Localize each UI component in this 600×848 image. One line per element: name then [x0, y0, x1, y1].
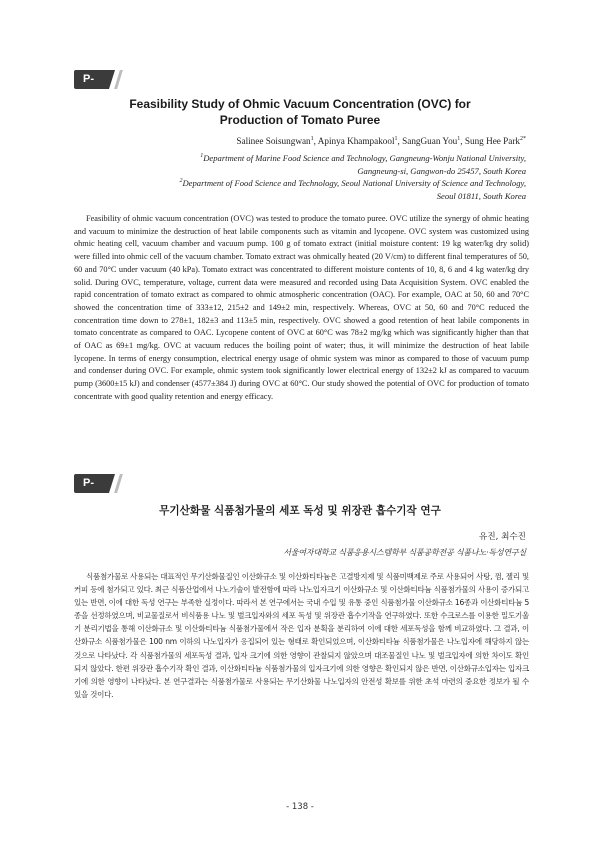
abstract-paragraph: Feasibility of ohmic vacuum concentration (OVC) was tested to produce the tomato puree. OVC utilize the synergy of ohmic heating and vacuum to minimize the destruction of heat labile components such as vitamin and lycopene. OVC system was customized using ohmic heating cell, vacuum chamber and vacuum pump. 100 g of tomato extract (initial moisture content: 19 kg water/kg dry solid) were filled into ohmic cell of the vacuum chamber. Tomato extract was ohmically heated (20 V/cm) to different final temperatures of 50, 60 and 70°C under vacuum (40 kPa). Tomato extract was concentrated to different moisture contents of 10, 8, 6 and 4 kg water/kg dry solid. During OVC, temperature, voltage, current data were measured and recorded using Data Acquisition System. OVC enabled the rapid concentration of tomato extract as compared to ohmic atmospheric concentration (OAC). For example, OAC at 50, 60 and 70°C showed the concentration time of 333±12, 215±2 and 149±2 min, respectively. Whereas, OVC at 50, 60 and 70°C reduced the concentration time down to 278±1, 182±3 and 113±5 min, respectively. OVC showed a good retention of heat labile components in tomato concentrate as compared to OAC. Lycopene content of OVC at 60°C was 78±2 mg/kg which was significantly higher than that of OAC as 69±1 mg/kg. OVC at vacuum reduces the boiling point of water; thus, it will minimize the destruction of heat labile lycopene. In terms of energy consumption, electrical energy usage of ohmic system was minor as compared to those of vacuum pump and condenser during OVC. For example, ohmic system took significantly lower electrical energy of 132±2 kJ as compared to vacuum pump (3600±15 kJ) and condenser (4577±384 J) during OVC at 60°C. Our study showed the potential of OVC for production of tomato concentrate with good quality retention and energy efficacy. — [74, 214, 529, 401]
author-affiliation-mark: 2* — [520, 135, 526, 142]
affiliation-text: 서울여자대학교 식품응용시스템학부 식품공학전공 식품나노·독성연구실 — [283, 548, 526, 557]
author-name: SangGuan You — [402, 136, 458, 146]
author-list — [236, 136, 526, 146]
badge-stripe — [114, 474, 123, 493]
affiliation-text: Department of Marine Food Science and Technology, Gangneung-Wonju National University, — [203, 153, 526, 163]
paper-title-line-2: Production of Tomato Puree — [219, 113, 381, 127]
author-name: Apinya Khampakool — [317, 136, 395, 146]
author-affiliation-mark: 1 — [457, 135, 461, 142]
abstract-paragraph: 식품첨가물로 사용되는 대표적인 무기산화물질인 이산화규소 및 이산화티타늄은 고결방지제 및 식품미백제로 주로 사용되어 사탕, 껌, 젤리 및 커피 등에 첨가되고 있다. 최근 식품산업에서 나노기술이 발전함에 따라 나노입자크기 이산화규소 및 이산화티타늄 식품첨가물의 사용이 증가되고 있는 반면, 이에 대한 독성 연구는 부족한 실정이다. 따라서 본 연구에서는 국내 수입 및 유통 중인 식품첨가물 이산화규소 16종과 이산화티타늄 5종을 선정하였으며, 비교물질로서 비식품용 나노 및 벌크입자와의 세포 독성 및 위장관 흡수기작을 연구하였다. 또한 수크로스를 이용한 밀도기울기 분리기법을 통해 이산화규소 및 이산화티타늄 식품첨가물에서 작은 입자 분획을 분리하여 이에 대한 세포독성을 함께 비교하였다. 그 결과, 이산화규소 식품첨가물은 100 nm 이하의 나노입자가 응집되어 있는 형태로 확인되었으며, 이산화티타늄 식품첨가물은 나노입자에 해당하지 않는 것으로 나타났다. 각 식품첨가물의 세포독성 결과, 입자 크기에 의한 영향이 관찰되지 않았으며 대조물질인 나노 및 벌크입자에 의한 차이도 확인되지 않았다. 한편 위장관 흡수기작 확인 결과, 이산화티타늄 식품첨가물의 입자크기에 의한 영향은 확인되지 않은 반면, 이산화규소입자는 입자크기에 의한 영향이 나타났다. 본 연구결과는 식품첨가물로 사용되는 무기산화물 나노입자의 안전성 확보를 위한 초석 마련의 중요한 정보가 될 수 있을 것이다. — [74, 572, 529, 699]
affiliation-mark: 2 — [179, 178, 183, 185]
affiliation-line: Gangneung-si, Gangwon-do 25457, South Korea — [357, 165, 526, 176]
paper-title-line-1: Feasibility Study of Ohmic Vacuum Concentration (OVC) for — [129, 97, 471, 111]
author-separator: , — [313, 136, 318, 146]
paper-badge — [74, 70, 120, 104]
page-number: - 138 - — [286, 802, 314, 812]
author-name: Sung Hee Park — [464, 136, 520, 146]
author-separator: , — [460, 136, 465, 146]
author-list: 유진, 최수진 — [479, 532, 526, 542]
badge-label: P-16 — [74, 474, 109, 493]
author-affiliation-mark: 1 — [310, 135, 314, 142]
paper-title: 무기산화물 식품첨가물의 세포 독성 및 위장관 흡수기작 연구 — [159, 505, 441, 517]
paper-badge — [74, 474, 120, 508]
badge-stripe — [114, 70, 123, 89]
badge-label: P-15 — [74, 70, 109, 89]
author-affiliation-mark: 1 — [394, 135, 398, 142]
author-separator: , — [397, 136, 403, 146]
affiliation-text: Department of Food Science and Technology, Seoul National University of Science and Technology, — [182, 178, 526, 189]
affiliation-mark: 1 — [200, 153, 204, 160]
affiliation-line — [66, 177, 526, 190]
affiliation-line — [66, 152, 526, 165]
author-name: Salinee Soisungwan — [236, 136, 311, 146]
paper-title — [90, 96, 510, 128]
affiliation-line: Seoul 01811, South Korea — [436, 190, 526, 201]
affiliation-list — [66, 152, 526, 202]
